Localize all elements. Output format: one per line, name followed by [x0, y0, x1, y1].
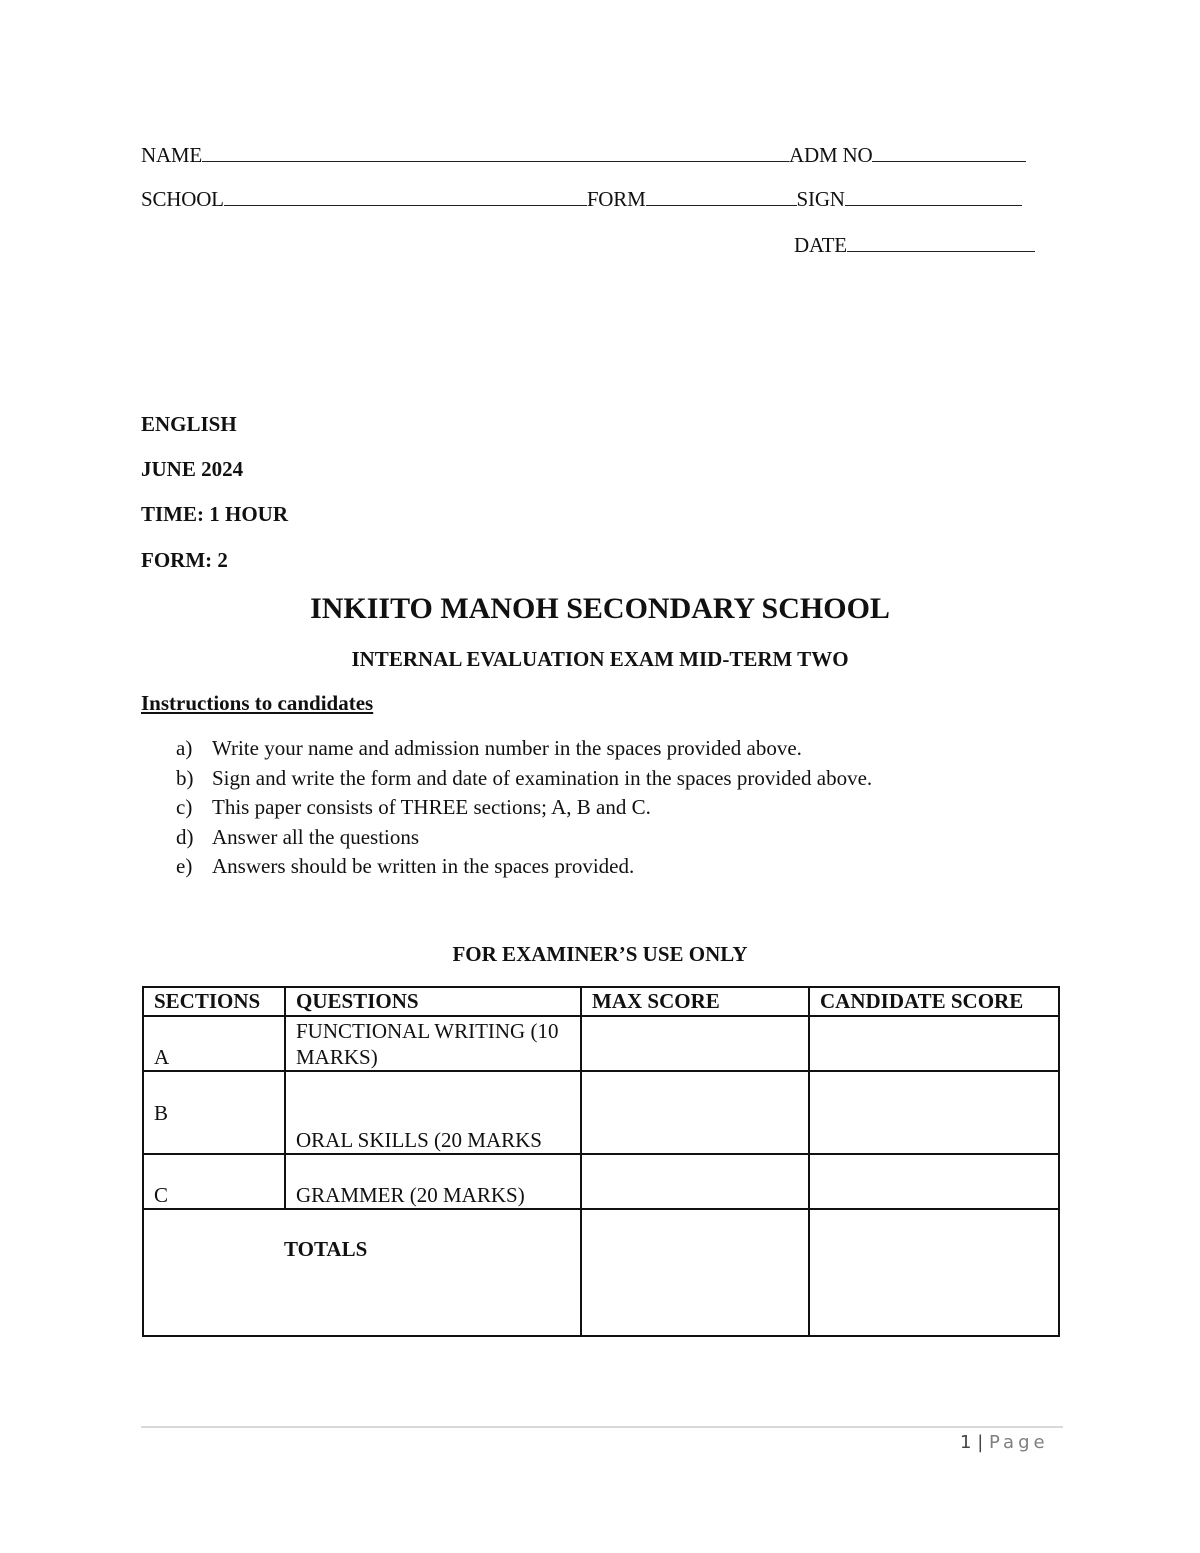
school-name: INKIITO MANOH SECONDARY SCHOOL	[310, 592, 890, 625]
school-field-row	[141, 187, 1022, 212]
exam-title: INTERNAL EVALUATION EXAM MID-TERM TWO	[351, 647, 849, 671]
adm-no-input-line[interactable]	[872, 160, 1026, 162]
candidate-score-cell[interactable]	[809, 1071, 1059, 1154]
totals-label: TOTALS	[143, 1209, 581, 1336]
score-table	[142, 986, 1060, 1337]
sign-label: SIGN	[796, 187, 845, 211]
instruction-item: a) Write your name and admission number in the spaces provided above.	[176, 736, 802, 760]
header-candidate-score: CANDIDATE SCORE	[809, 987, 1059, 1016]
subject: ENGLISH	[141, 412, 237, 436]
form-label: FORM	[586, 187, 646, 211]
page-separator: |	[977, 1432, 984, 1453]
footer-divider	[141, 1426, 1063, 1428]
page-number-footer	[960, 1432, 1049, 1453]
totals-candidate-score-cell[interactable]	[809, 1209, 1059, 1336]
instructions-list	[176, 736, 872, 884]
exam-date: JUNE 2024	[141, 457, 244, 481]
totals-max-score-cell[interactable]	[581, 1209, 809, 1336]
candidate-score-cell[interactable]	[809, 1016, 1059, 1071]
header-questions: QUESTIONS	[285, 987, 581, 1016]
name-label: NAME	[141, 143, 203, 167]
candidate-score-cell[interactable]	[809, 1154, 1059, 1209]
table-row	[143, 1154, 1059, 1209]
max-score-cell[interactable]	[581, 1071, 809, 1154]
instruction-item: c) This paper consists of THREE sections; A, B and C.	[176, 795, 651, 820]
question-cell: FUNCTIONAL WRITING (10 MARKS)	[285, 1016, 581, 1071]
max-score-cell[interactable]	[581, 1154, 809, 1209]
max-score-cell[interactable]	[581, 1016, 809, 1071]
table-header-row	[143, 987, 1059, 1016]
question-cell: GRAMMER (20 MARKS)	[285, 1154, 581, 1209]
question-cell: ORAL SKILLS (20 MARKS	[285, 1071, 581, 1154]
instructions-heading: Instructions to candidates	[141, 691, 374, 715]
header-sections: SECTIONS	[143, 987, 285, 1016]
page-label: Page	[989, 1432, 1049, 1453]
header-max-score: MAX SCORE	[581, 987, 809, 1016]
date-input-line[interactable]	[847, 250, 1035, 252]
instruction-item: b) Sign and write the form and date of examination in the spaces provided above.	[176, 765, 873, 790]
page-number: 1	[960, 1432, 972, 1453]
exam-form: FORM: 2	[141, 548, 228, 572]
sign-input-line[interactable]	[845, 204, 1022, 206]
instruction-item: d) Answer all the questions	[176, 824, 420, 849]
date-field-row	[794, 233, 1035, 258]
school-input-line[interactable]	[224, 204, 587, 206]
examiner-title: FOR EXAMINER’S USE ONLY	[452, 942, 748, 966]
totals-row	[143, 1209, 1059, 1336]
table-row	[143, 1016, 1059, 1071]
name-input-line[interactable]	[202, 160, 789, 162]
section-cell: C	[143, 1154, 285, 1209]
section-cell: B	[143, 1071, 285, 1154]
name-field-row	[141, 143, 1026, 168]
exam-time: TIME: 1 HOUR	[141, 502, 288, 526]
section-cell: A	[143, 1016, 285, 1071]
instruction-item: e) Answers should be written in the spaces provided.	[176, 854, 635, 879]
form-input-line[interactable]	[646, 204, 797, 206]
adm-no-label: ADM NO	[789, 143, 873, 167]
school-label: SCHOOL	[141, 187, 224, 211]
table-row	[143, 1071, 1059, 1154]
date-label: DATE	[794, 233, 847, 257]
